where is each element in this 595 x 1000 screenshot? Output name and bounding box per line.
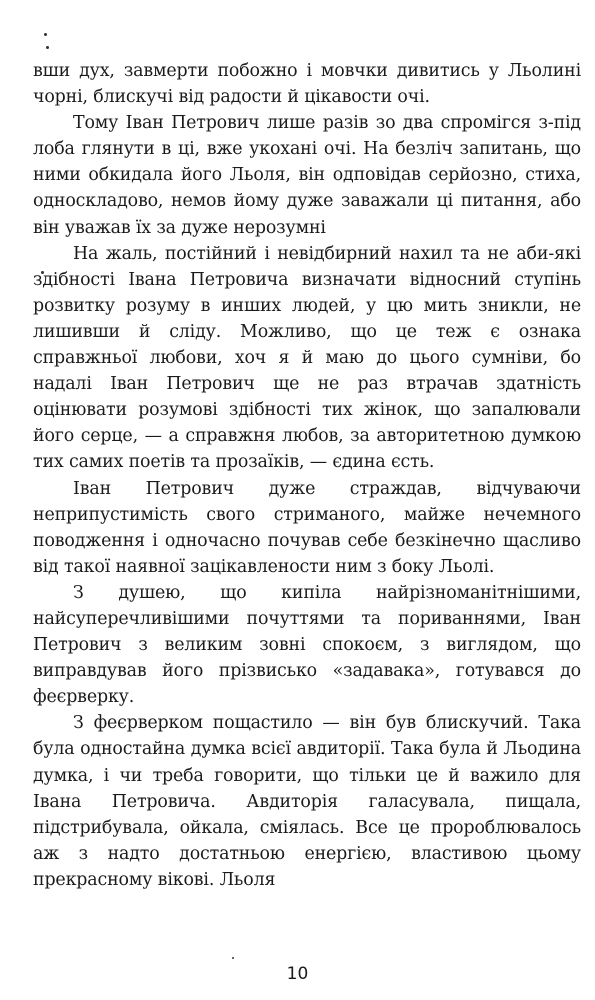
print-speck [232, 957, 234, 959]
paragraph-4: Іван Петрович дуже страждав, відчуваючи неприпустимість свого стриманого, майже нечемного поводження і одночасно почував себе безкінечно щасливо від такої наявної зацікавлености ним з боку Льолі. [33, 478, 581, 577]
print-speck [44, 33, 47, 36]
print-speck [46, 46, 49, 49]
paragraph-1: вши дух, завмерти побожно і мовчки дивитись у Льолині чорні, блискучі від радости й цікавости очі. [33, 61, 581, 108]
paragraph-5: З душею, що кипіла найрізноманітнішими, найсуперечливішими почуттями та пориваннями, Іван Петрович з великим зовні спокоєм, з виглядом, що виправдував його прізвисько «задавака», готувався до феєрверку. [33, 582, 581, 708]
paragraph-6: З феєрверком пощастило — він був блискучий. Така була одностайна думка всієї авдиторії. Така була й Льодина думка, і чи треба говорити, що тільки це й важило для Івана Петровича. Авдиторія галасувала, пищала, підстрибувала, ойкала, сміялась. Все це пророблювалось аж з надто достатньою енергією, властивою цьому прекрасному вікові. Льоля [33, 713, 581, 890]
paragraph-2: Тому Іван Петрович лише разів зо два спромігся з-під лоба глянути в ці, вже укохані очі. На безліч запитань, що ними обкидала його Льоля, він одповідав серйозно, стиха, односкладово, немов йому дуже заважали ці питання, або він уважав їх за дуже нерозумні [33, 113, 581, 238]
body-text [33, 58, 581, 893]
paragraph-3: На жаль, постійний і невідбирний нахил та не аби-які здібності Івана Петровича визначати відносний ступінь розвитку розуму в инших людей, у цю мить зникли, не лишивши й сліду. Можливо, що це теж є ознака справжньої любови, хоч я й маю до цього сумніви, бо надалі Іван Петрович ще не раз втрачав здатність оцінювати розумові здібності тих жінок, що запалювали його серце, — а справжня любов, за авторитетною думкою тих самих поетів та прозаїків, — єдина єсть. [33, 243, 581, 473]
page-number: 10 [286, 964, 309, 984]
